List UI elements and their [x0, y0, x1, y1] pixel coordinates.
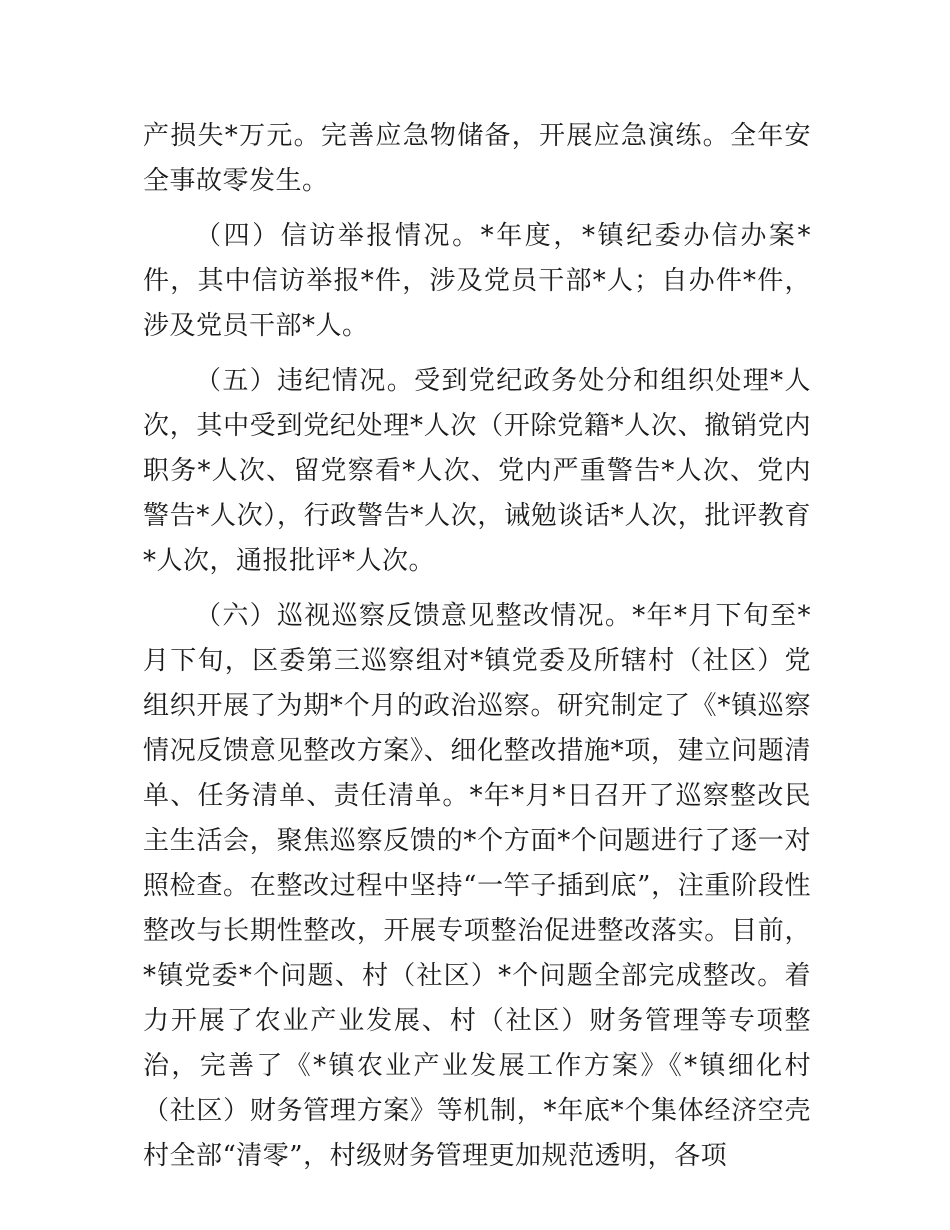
paragraph-petition-report: （四）信访举报情况。*年度，*镇纪委办信办案*件，其中信访举报*件，涉及党员干部*人；自办件*件，涉及党员干部*人。	[143, 221, 811, 341]
document-page	[143, 114, 811, 1179]
paragraph-inspection-rectification: （六）巡视巡察反馈意见整改情况。*年*月下旬至*月下旬，区委第三巡察组对*镇党委及所辖村（社区）党组织开展了为期*个月的政治巡察。研究制定了《*镇巡察情况反馈意见整改方案》、细化整改措施*项，建立问题清单、任务清单、责任清单。*年*月*日召开了巡察整改民主生活会，聚焦巡察反馈的*个方面*个问题进行了逐一对照检查。在整改过程中坚持“一竿子插到底”，注重阶段性整改与长期性整改，开展专项整治促进整改落实。目前，*镇党委*个问题、村（社区）*个问题全部完成整改。着力开展了农业产业发展、村（社区）财务管理等专项整治，完善了《*镇农业产业发展工作方案》《*镇细化村（社区）财务管理方案》等机制，*年底*个集体经济空壳村全部“清零”，村级财务管理更加规范透明，各项	[143, 601, 811, 1171]
paragraph-discipline-violations: （五）违纪情况。受到党纪政务处分和组织处理*人次，其中受到党纪处理*人次（开除党籍*人次、撤销党内职务*人次、留党察看*人次、党内严重警告*人次、党内警告*人次），行政警告*人次，诫勉谈话*人次，批评教育*人次，通报批评*人次。	[143, 366, 811, 576]
paragraph-safety-continuation: 产损失*万元。完善应急物储备，开展应急演练。全年安全事故零发生。	[143, 121, 811, 196]
